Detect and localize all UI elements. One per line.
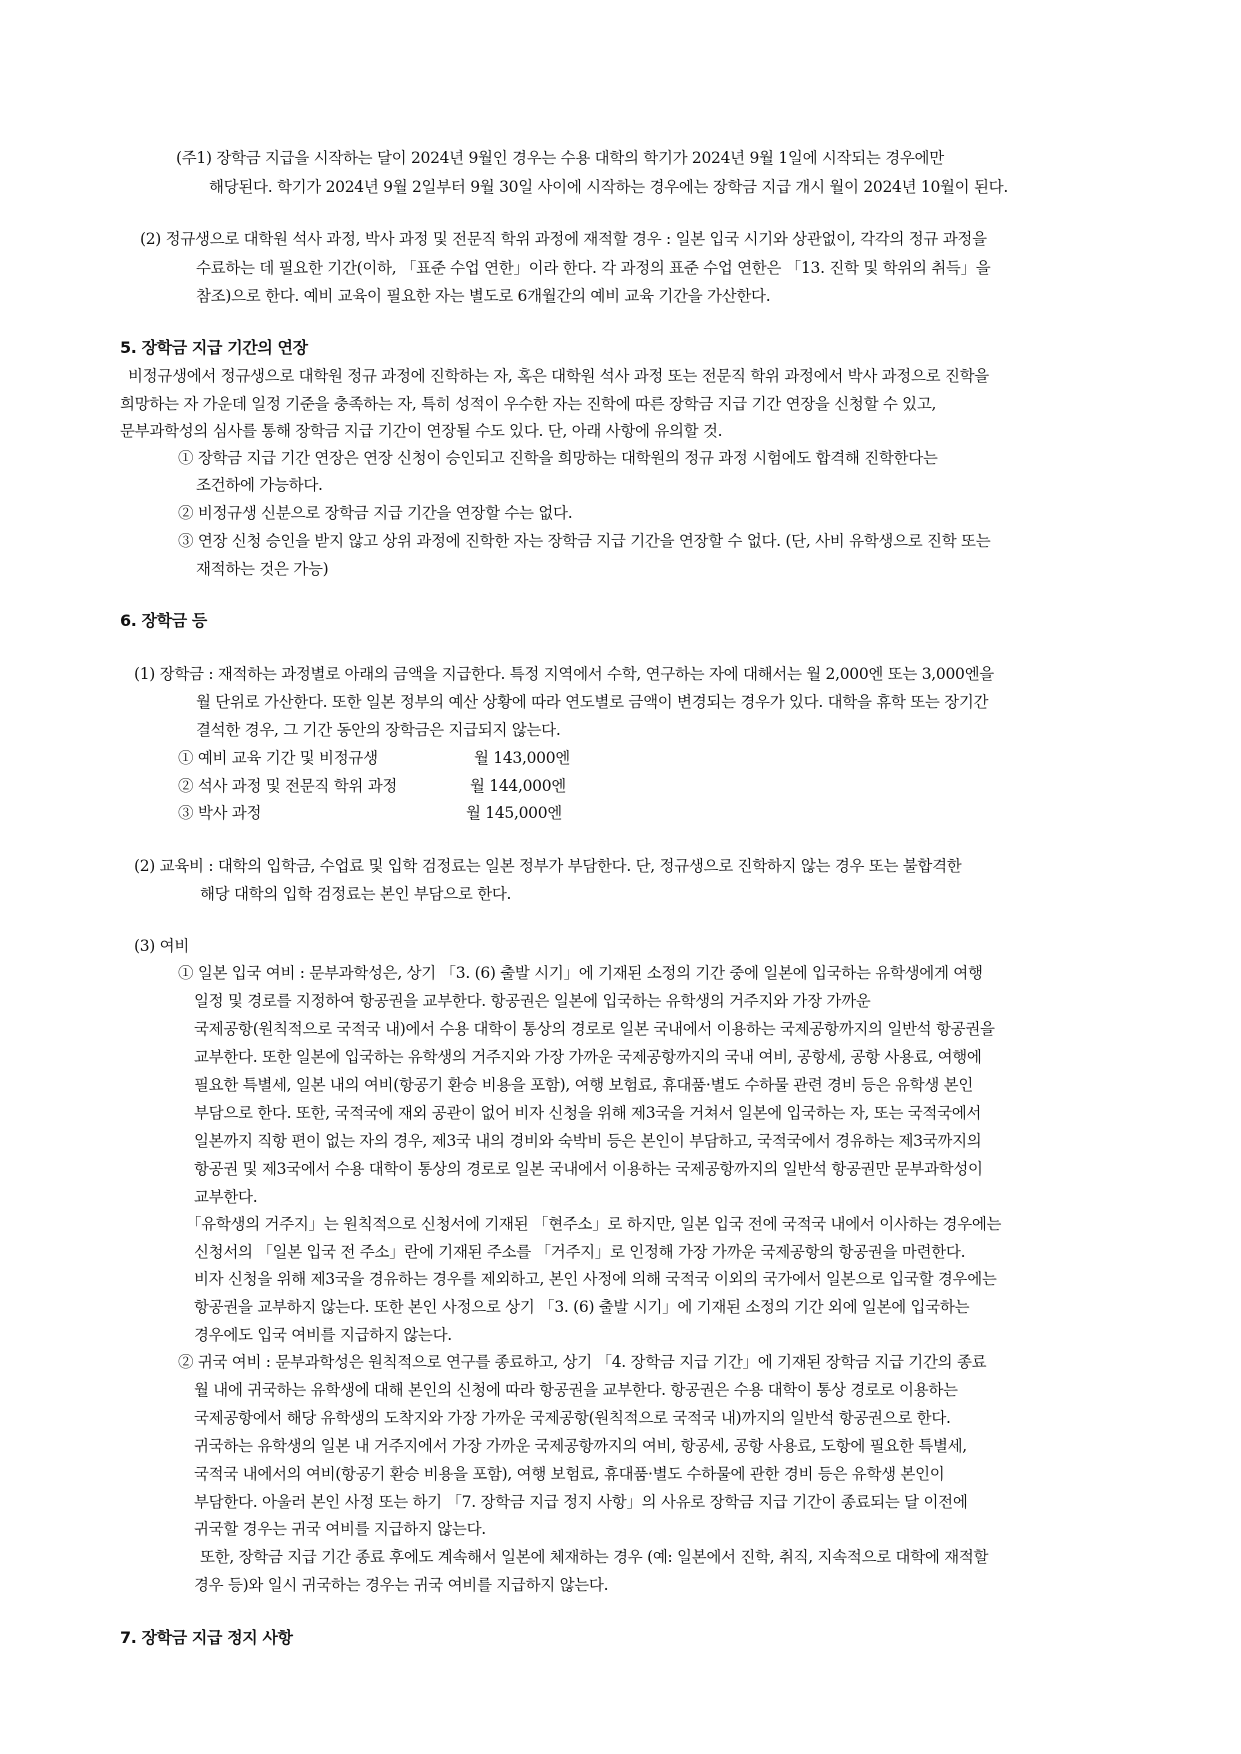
- section5-item-line: ① 장학금 지급 기간 연장은 연장 신청이 승인되고 진학을 희망하는 대학원의 정규 과정 시험에도 합격해 진학한다는: [178, 449, 938, 467]
- arrival-line: 경우에도 입국 여비를 지급하지 않는다.: [194, 1326, 452, 1344]
- section5-intro-line: 비정규생에서 정규생으로 대학원 정규 과정에 진학하는 자, 혹은 대학원 석사 과정 또는 전문직 학위 과정에서 박사 과정으로 진학을: [128, 367, 989, 385]
- return-line: 귀국하는 유학생의 일본 내 거주지에서 가장 가까운 국제공항까지의 여비, 항공세, 공항 사용료, 도항에 필요한 특별세,: [194, 1437, 967, 1455]
- return-line: 국적국 내에서의 여비(항공기 환승 비용을 포함), 여행 보험료, 휴대품·별도 수하물에 관한 경비 등은 유학생 본인이: [194, 1465, 945, 1483]
- item2-line: (2) 정규생으로 대학원 석사 과정, 박사 과정 및 전문직 학위 과정에 재적할 경우 : 일본 입국 시기와 상관없이, 각각의 정규 과정을: [140, 230, 987, 248]
- amount-value: 월 145,000엔: [466, 804, 562, 822]
- section5-item-line: ② 비정규생 신분으로 장학금 지급 기간을 연장할 수는 없다.: [178, 504, 573, 522]
- travel-subheading: (3) 여비: [134, 937, 190, 955]
- amount-label: ③ 박사 과정: [178, 804, 262, 822]
- return-line: 월 내에 귀국하는 유학생에 대해 본인의 신청에 따라 항공권을 교부한다. 항공권은 수용 대학이 통상 경로로 이용하는: [194, 1381, 958, 1399]
- section5-item-line: 재적하는 것은 가능): [196, 560, 329, 578]
- item2-line: 참조)으로 한다. 예비 교육이 필요한 자는 별도로 6개월간의 예비 교육 기간을 가산한다.: [196, 287, 771, 305]
- arrival-line: 항공권 및 제3국에서 수용 대학이 통상의 경로로 일본 국내에서 이용하는 국제공항까지의 일반석 항공권만 문부과학성이: [194, 1160, 983, 1178]
- return-line: ② 귀국 여비 : 문부과학성은 원칙적으로 연구를 종료하고, 상기 「4. 장학금 지급 기간」에 기재된 장학금 지급 기간의 종료: [178, 1353, 987, 1371]
- section5-item-line: ③ 연장 신청 승인을 받지 않고 상위 과정에 진학한 자는 장학금 지급 기간을 연장할 수 없다. (단, 사비 유학생으로 진학 또는: [178, 532, 991, 550]
- item2-line: 수료하는 데 필요한 기간(이하, 「표준 수업 연한」이라 한다. 각 과정의 표준 수업 연한은 「13. 진학 및 학위의 취득」을: [196, 259, 991, 277]
- arrival-line: 교부한다. 또한 일본에 입국하는 유학생의 거주지와 가장 가까운 국제공항까지의 국내 여비, 공항세, 공항 사용료, 여행에: [194, 1048, 982, 1066]
- scholarship-line: 월 단위로 가산한다. 또한 일본 정부의 예산 상황에 따라 연도별로 금액이 변경되는 경우가 있다. 대학을 휴학 또는 장기간: [196, 693, 989, 711]
- section5-intro-line: 문부과학성의 심사를 통해 장학금 지급 기간이 연장될 수도 있다. 단, 아래 사항에 유의할 것.: [120, 422, 723, 440]
- return-line: 부담한다. 아울러 본인 사정 또는 하기 「7. 장학금 지급 정지 사항」의 사유로 장학금 지급 기간이 종료되는 달 이전에: [194, 1493, 968, 1511]
- section5-heading: 5. 장학금 지급 기간의 연장: [120, 338, 308, 357]
- note1-line: (주1) 장학금 지급을 시작하는 달이 2024년 9월인 경우는 수용 대학의 학기가 2024년 9월 1일에 시작되는 경우에만: [176, 149, 944, 167]
- tuition-line: (2) 교육비 : 대학의 입학금, 수업료 및 입학 검정료는 일본 정부가 부담한다. 단, 정규생으로 진학하지 않는 경우 또는 불합격한: [134, 857, 962, 875]
- amount-value: 월 143,000엔: [474, 749, 570, 767]
- return-line: 경우 등)와 일시 귀국하는 경우는 귀국 여비를 지급하지 않는다.: [194, 1576, 609, 1594]
- tuition-line: 해당 대학의 입학 검정료는 본인 부담으로 한다.: [200, 885, 512, 903]
- return-line: 국제공항에서 해당 유학생의 도착지와 가장 가까운 국제공항(원칙적으로 국적국 내)까지의 일반석 항공권으로 한다.: [194, 1409, 951, 1427]
- arrival-line: 부담으로 한다. 또한, 국적국에 재외 공관이 없어 비자 신청을 위해 제3국을 거쳐서 일본에 입국하는 자, 또는 국적국에서: [194, 1104, 982, 1122]
- note1-line: 해당된다. 학기가 2024년 9월 2일부터 9월 30일 사이에 시작하는 경우에는 장학금 지급 개시 월이 2024년 10월이 된다.: [209, 178, 1008, 196]
- section5-intro-line: 희망하는 자 가운데 일정 기준을 충족하는 자, 특히 성적이 우수한 자는 진학에 따른 장학금 지급 기간 연장을 신청할 수 있고,: [120, 395, 937, 413]
- amount-value: 월 144,000엔: [470, 777, 566, 795]
- amount-label: ② 석사 과정 및 전문직 학위 과정: [178, 777, 398, 795]
- amount-label: ① 예비 교육 기간 및 비정규생: [178, 749, 378, 767]
- scholarship-line: (1) 장학금 : 재적하는 과정별로 아래의 금액을 지급한다. 특정 지역에서 수학, 연구하는 자에 대해서는 월 2,000엔 또는 3,000엔을: [134, 665, 994, 683]
- arrival-line: 「유학생의 거주지」는 원칙적으로 신청서에 기재된 「현주소」로 하지만, 일본 입국 전에 국적국 내에서 이사하는 경우에는: [186, 1215, 1002, 1233]
- return-line: 또한, 장학금 지급 기간 종료 후에도 계속해서 일본에 체재하는 경우 (예: 일본에서 진학, 취직, 지속적으로 대학에 재적할: [200, 1548, 989, 1566]
- arrival-line: 비자 신청을 위해 제3국을 경유하는 경우를 제외하고, 본인 사정에 의해 국적국 이외의 국가에서 일본으로 입국할 경우에는: [194, 1270, 997, 1288]
- arrival-line: ① 일본 입국 여비 : 문부과학성은, 상기 「3. (6) 출발 시기」에 기재된 소정의 기간 중에 일본에 입국하는 유학생에게 여행: [178, 964, 983, 982]
- return-line: 귀국할 경우는 귀국 여비를 지급하지 않는다.: [194, 1520, 486, 1538]
- arrival-line: 항공권을 교부하지 않는다. 또한 본인 사정으로 상기 「3. (6) 출발 시기」에 기재된 소정의 기간 외에 일본에 입국하는: [194, 1298, 970, 1316]
- scholarship-line: 결석한 경우, 그 기간 동안의 장학금은 지급되지 않는다.: [196, 721, 561, 739]
- arrival-line: 일본까지 직항 편이 없는 자의 경우, 제3국 내의 경비와 숙박비 등은 본인이 부담하고, 국적국에서 경유하는 제3국까지의: [194, 1132, 982, 1150]
- section6-heading: 6. 장학금 등: [120, 611, 207, 630]
- arrival-line: 일정 및 경로를 지정하여 항공권을 교부한다. 항공권은 일본에 입국하는 유학생의 거주지와 가장 가까운: [194, 992, 871, 1010]
- section5-item-line: 조건하에 가능하다.: [196, 476, 323, 494]
- arrival-line: 교부한다.: [194, 1188, 258, 1206]
- section7-heading: 7. 장학금 지급 정지 사항: [120, 1628, 293, 1647]
- arrival-line: 신청서의 「일본 입국 전 주소」란에 기재된 주소를 「거주지」로 인정해 가장 가까운 국제공항의 항공권을 마련한다.: [194, 1243, 966, 1261]
- arrival-line: 필요한 특별세, 일본 내의 여비(항공기 환승 비용을 포함), 여행 보험료, 휴대품·별도 수하물 관련 경비 등은 유학생 본인: [194, 1076, 973, 1094]
- arrival-line: 국제공항(원칙적으로 국적국 내)에서 수용 대학이 통상의 경로로 일본 국내에서 이용하는 국제공항까지의 일반석 항공권을: [194, 1020, 995, 1038]
